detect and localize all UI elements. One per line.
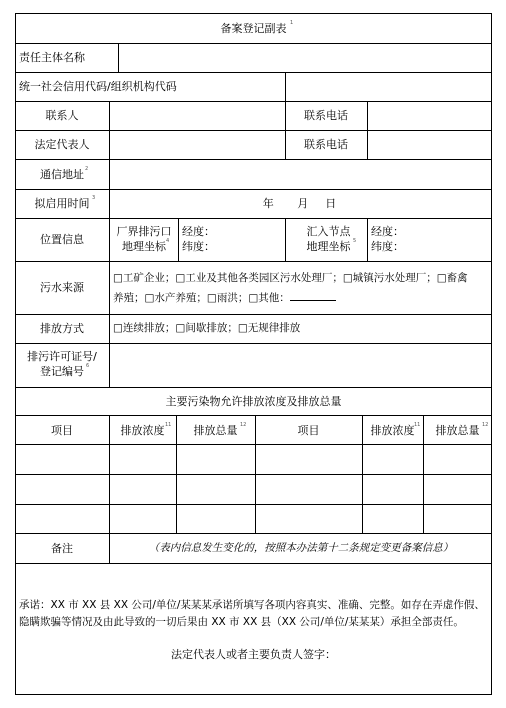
col-divider	[178, 218, 179, 261]
permit-label: 排污许可证号/	[27, 350, 97, 363]
col-divider	[109, 261, 110, 387]
row-divider	[15, 387, 492, 388]
address-label: 通信地址	[40, 168, 84, 181]
node-coord-note: 5	[353, 238, 357, 244]
row-divider	[15, 444, 492, 445]
latitude-label: 纬度：	[182, 240, 215, 253]
longitude-label: 经度：	[182, 225, 215, 238]
row-divider	[15, 415, 492, 416]
col-item-header: 项目	[297, 424, 320, 437]
col-conc-header: 排放浓度	[120, 424, 165, 437]
col-conc-note: 11	[165, 422, 172, 428]
row-divider	[15, 504, 492, 505]
col-total-header: 排放总量	[193, 424, 238, 437]
row-divider	[15, 261, 492, 262]
col-conc-note: 11	[414, 422, 421, 428]
col-divider	[118, 43, 119, 72]
col-item-header: 项目	[51, 424, 73, 437]
remarks-label: 备注	[51, 542, 73, 555]
credit-code-label: 统一社会信用代码/组织机构代码	[19, 80, 177, 93]
outlet-coord-label: 厂界排污口	[116, 225, 172, 238]
start-time-label: 拟启用时间	[34, 197, 90, 210]
contact-phone-label: 联系电话	[304, 138, 348, 151]
contact-phone-label: 联系电话	[304, 109, 348, 122]
commitment-text: 隐瞒欺骗等情况及由此导致的一切后果由 XX 市 XX 县（XX 公司/单位/某某某）承担全部责任。	[19, 616, 464, 628]
form-title: 备案登记副表	[220, 22, 287, 35]
sewage-options-line: □工矿企业；□工业及其他各类园区污水处理厂；□城镇污水处理厂；□畜禽	[113, 272, 468, 284]
location-label: 位置信息	[40, 233, 84, 246]
permit-note: 6	[86, 363, 90, 369]
node-coord-label: 地理坐标	[306, 240, 351, 253]
row-divider	[15, 72, 492, 73]
sewage-options-line: 养殖；□水产养殖；□雨洪；□其他：	[113, 290, 336, 305]
col-total-header: 排放总量	[435, 424, 480, 437]
start-time-value: 年 月 日	[262, 197, 340, 210]
col-total-note: 12	[482, 422, 489, 428]
row-divider	[15, 563, 492, 564]
legal-rep-label: 法定代表人	[34, 138, 90, 151]
signature-label: 法定代表人或者主要负责人签字：	[171, 648, 336, 661]
outlet-coord-note: 4	[166, 238, 170, 244]
row-divider	[15, 314, 492, 315]
remarks-text: （表内信息发生变化的，按照本办法第十二条规定变更备案信息）	[148, 542, 454, 554]
row-divider	[15, 43, 492, 44]
commitment-text: 承诺：XX 市 XX 县 XX 公司/单位/某某某承诺所填写各项内容真实、准确、完整。如存在弄虚作假、	[19, 599, 485, 611]
col-divider	[367, 218, 368, 261]
longitude-label: 经度：	[371, 225, 404, 238]
col-divider	[285, 72, 286, 101]
col-total-note: 12	[240, 422, 247, 428]
outlet-coord-label: 地理坐标	[122, 240, 166, 253]
contact-person-label: 联系人	[45, 109, 79, 122]
title-note: 1	[290, 20, 294, 26]
other-underline	[290, 290, 336, 301]
responsible-entity-label: 责任主体名称	[19, 51, 85, 64]
row-divider	[15, 343, 492, 344]
node-coord-label: 汇入节点	[306, 225, 351, 238]
discharge-mode-label: 排放方式	[40, 322, 84, 335]
address-note: 2	[85, 166, 89, 172]
row-divider	[15, 101, 492, 102]
row-divider	[15, 159, 492, 160]
row-divider	[15, 130, 492, 131]
col-conc-header: 排放浓度	[370, 424, 415, 437]
pollutant-heading: 主要污染物允许排放浓度及排放总量	[165, 395, 342, 408]
col-divider	[367, 101, 368, 159]
start-time-note: 3	[92, 195, 96, 201]
col-divider	[285, 218, 286, 261]
permit-label: 登记编号	[40, 365, 84, 378]
sewage-source-label: 污水来源	[40, 281, 84, 294]
col-divider	[109, 415, 110, 563]
row-divider	[15, 474, 492, 475]
row-divider	[15, 218, 492, 219]
latitude-label: 纬度：	[371, 240, 404, 253]
discharge-options: □连续排放；□间歇排放；□无规律排放	[113, 322, 301, 334]
row-divider	[15, 533, 492, 534]
row-divider	[15, 189, 492, 190]
